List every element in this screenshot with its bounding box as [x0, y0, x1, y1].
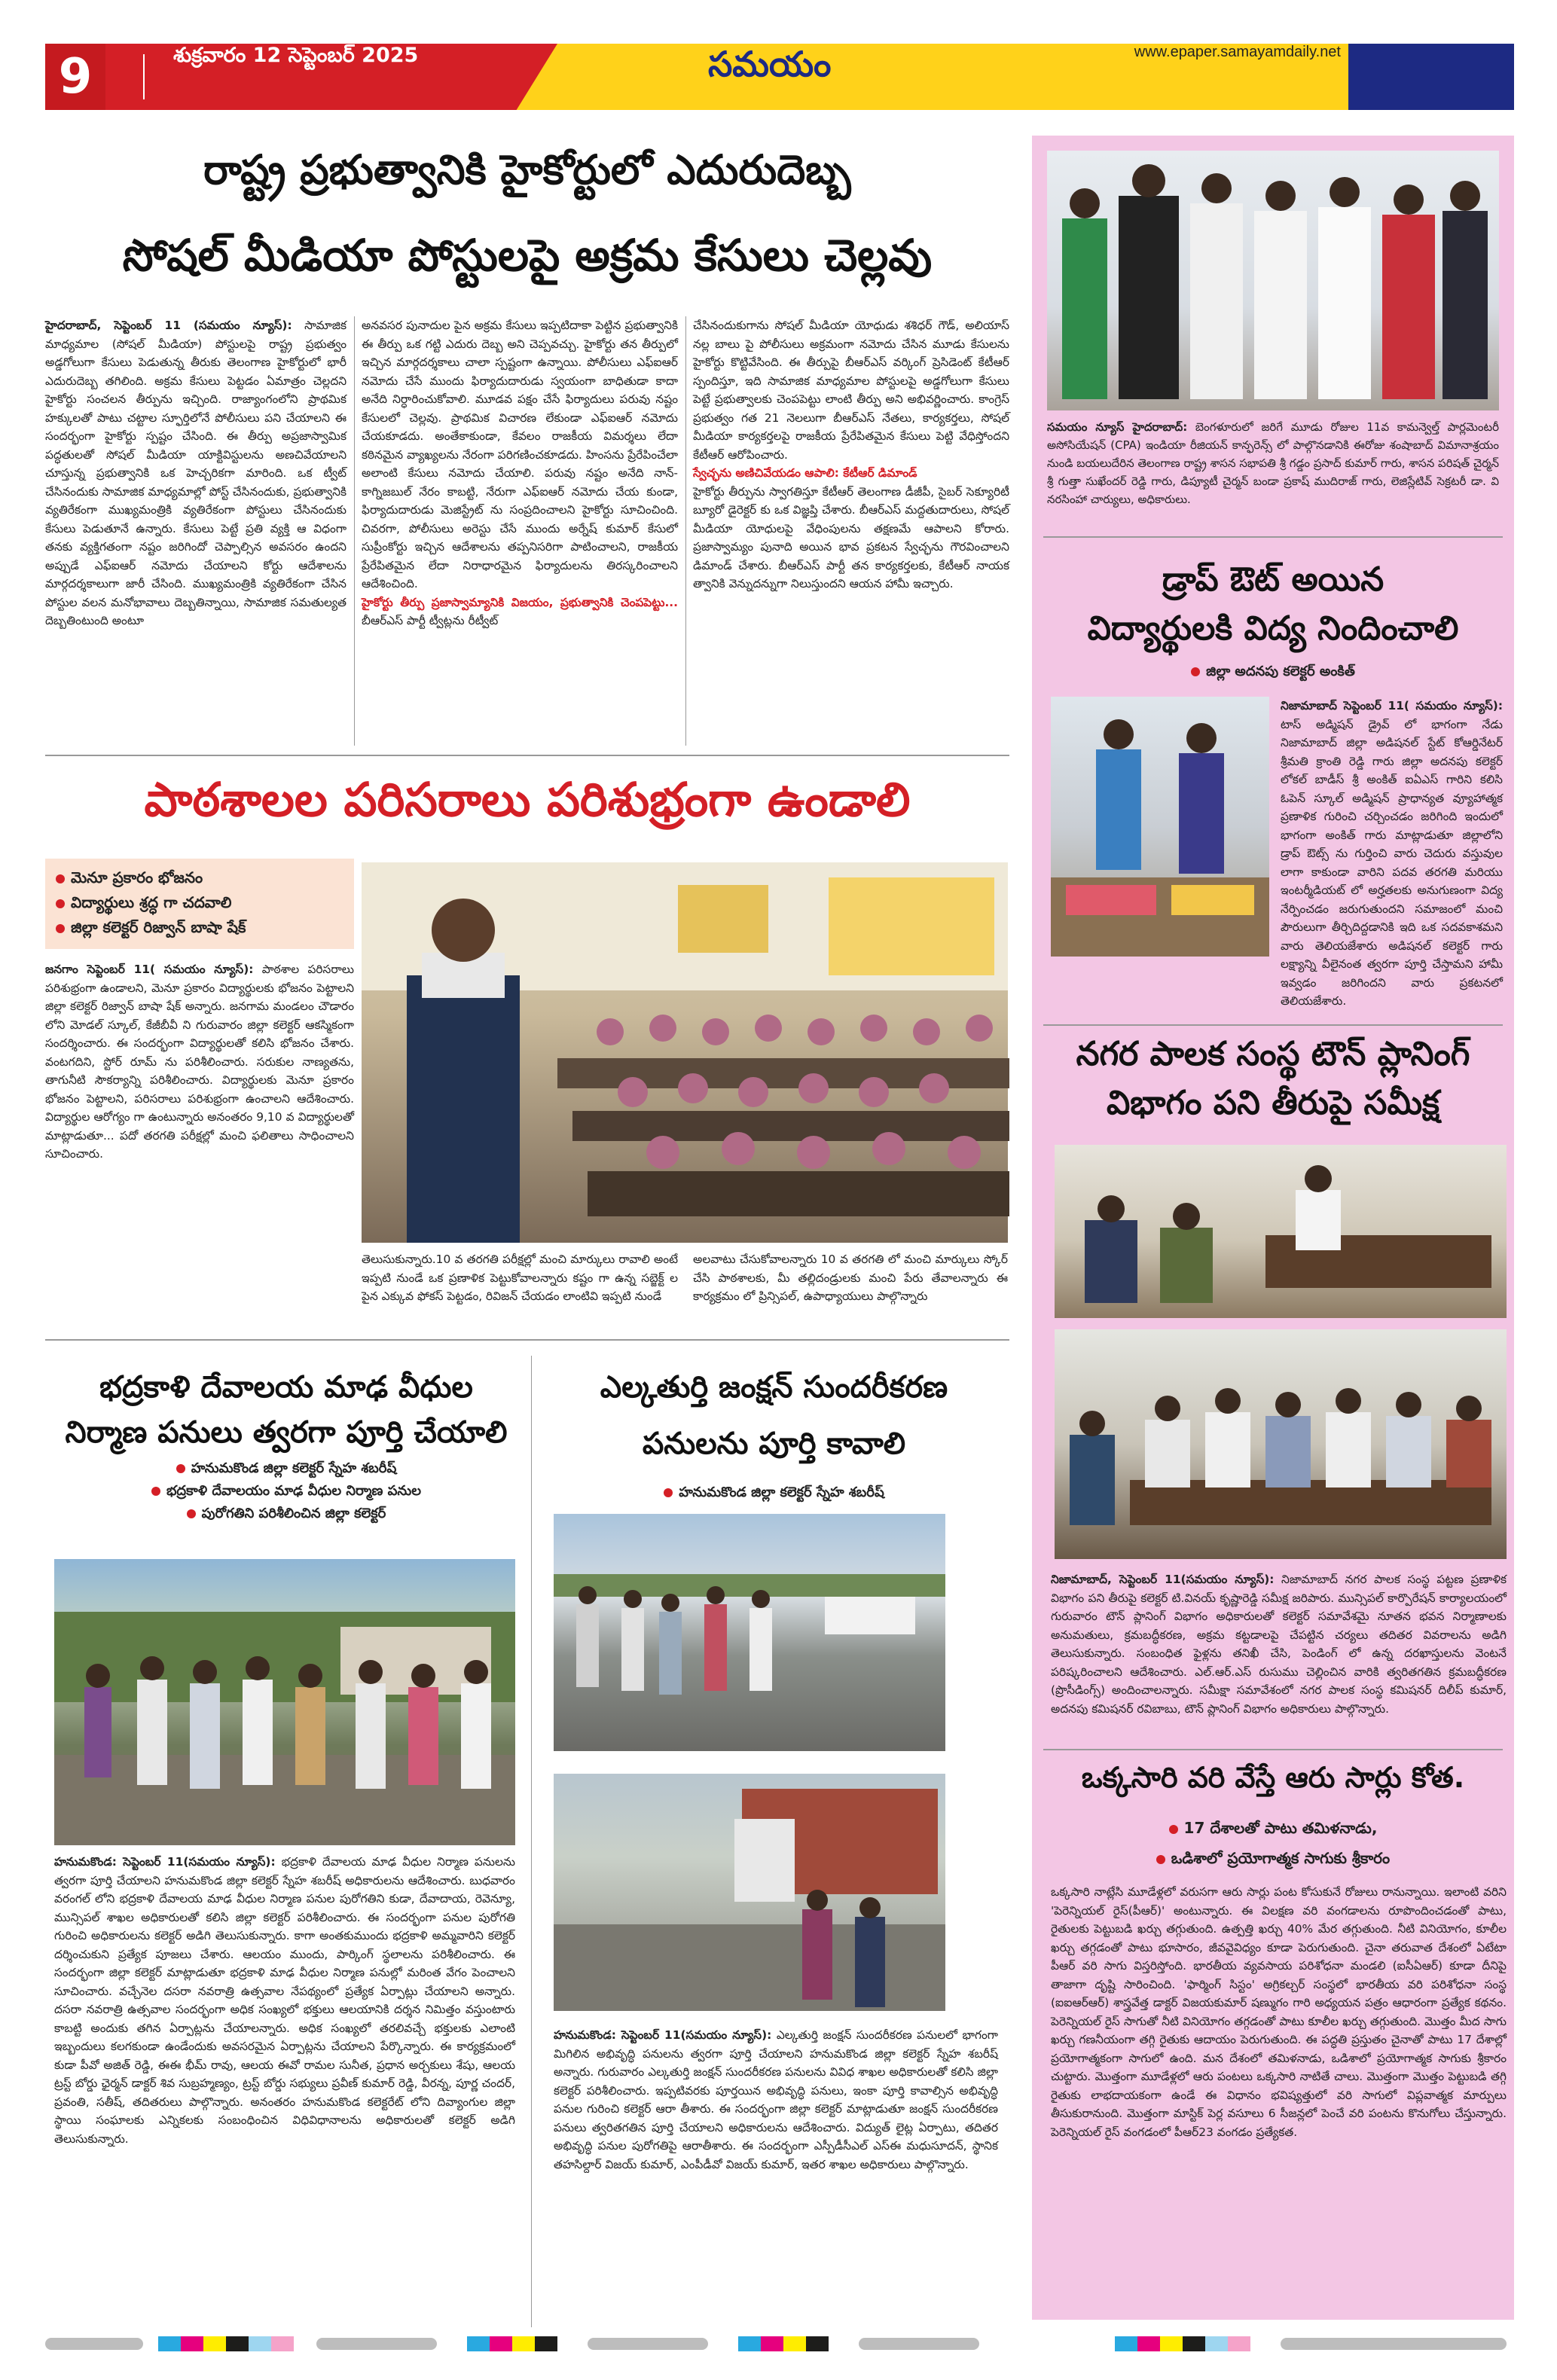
- rice-body: ఒక్కసారి నాట్లేసి మూడేళ్లలో వరుసగా ఆరు సార్లు పంట కోసుకునే రోజులు రానున్నాయి. ఇలాంటి వరిని 'పెరెన్నియల్ రైస్(పీఆర్)' అంటున్నారు. ఈ విలక్షణ వరి వంగడాలను రూపొందించడంతో పాటు, రైతులకు పెట్టుబడి ఖర్చు తగ్గుతుంది. ఉత్పత్తి ఖర్చు 40% మేర తగ్గుతుంది. నీటి వినియోగం, కూలీల ఖర్చు తగ్గడంతో పాటు భూసారం, జీవవైవిధ్యం కూడా పెరుగుతుంది. చైనా తరువాత దేశంలో ఏటేటా పీఆర్ వరి సాగు విస్తరిస్తోంది. భారతీయ వ్యవసాయ పరిశోధనా మండలి (ఐసీఏఆర్) కూడా దీనిపై తాజాగా దృష్టి సారించింది. 'ఫార్మింగ్ సిస్టం' అగ్రికల్చర్ సంస్థలో భారతీయ వరి పరిశోధనా సంస్థ (ఐఐఆర్ఆర్) శాస్త్రవేత్త డాక్టర్ విజయకుమార్ షణ్ముగం గారి అధ్యయన పత్రం ఆధారంగా ప్రత్యేక కథనం. పెరెన్నియల్ రైస్ సాగుతో నీటి వినియోగం తగ్గడంతో పాటు కూలీల ఖర్చు తగ్గుతుంది. మొత్తం మీద సాగు ఖర్చు గణనీయంగా తగ్గి రైతుకు ఆదాయం పెరుగుతుంది. ఈ పద్ధతి ప్రస్తుతం చైనాతో పాటు 17 దేశాల్లో ప్రయోగాత్మకంగా సాగులో ఉంది. మన దేశంలో తమిళనాడు, ఒడిశాలో ప్రయోగాత్మక సాగుకు శ్రీకారం చుట్టారు. మొత్తంగా మూడేళ్లలో ఆరు పంటలు ఒక్కసారి నాటితే చాలు. మొత్తంగా మొత్తం పెట్టుబడి తగ్గి రైతుకు లాభదాయకంగా ఉండే ఈ విధానం భవిష్యత్తులో వరి సాగులో విప్లవాత్మక మార్పులు తీసుకురానుంది. మొత్తంగా మాస్టిక్ పెర్ల వసూలు 6 సీజన్లలో పెంచే వరి పంటను కొనుగోలు చేస్తున్నారు. పెరెన్నియల్ రైస్ వంగడంలో పీఆర్23 వంగడం ప్రత్యేకత.: [1051, 1885, 1507, 2139]
- dropout-sub: జిల్లా అదనపు కలెక్టర్ అంకిత్: [1206, 664, 1355, 679]
- newspaper-logo: సమయం: [708, 44, 832, 84]
- rice-headline: ఒక్కసారి వరి వేస్తే ఆరు సార్లు కోత.: [1081, 1761, 1465, 1794]
- story2-headline: పాఠశాలల పరిసరాలు పరిశుభ్రంగా ఉండాలి: [144, 772, 911, 827]
- story2-sub3: జిల్లా కలెక్టర్ రిజ్వాన్ బాషా షేక్: [71, 918, 246, 936]
- townplanning-text: నిజామాబాద్ నగర పాలక సంస్థ పట్టణ ప్రణాళిక విభాగం పని తీరుపై కలెక్టర్ టి.వినయ్ కృష్ణారెడ్డి సమీక్ష జరిపారు. మున్సిపల్ కార్పొరేషన్ కార్యాలయంలో గురువారం టౌన్ ప్లానింగ్ విభాగం అధికారులతో కలెక్టర్ సమావేశమై నూతన భవన నిర్మాణాలకు అనుమతులు, క్రమబద్ధీకరణ, అక్రమ కట్టడాలపై చేపట్టిన చర్యలు తదితర వివరాలను అడిగి తెలుసుకున్నారు. సంబంధిత ఫైళ్లను తనిఖీ చేసి, పెండింగ్ లో ఉన్న దరఖాస్తులను వెంటనే పరిష్కరించాలని ఆదేశించారు. ఎల్.ఆర్.ఎస్ రుసుము చెల్లించిన వారికి త్వరితగతిన క్రమబద్ధీకరణ (ప్రొసీడింగ్స్) అందించాలన్నారు. సమీక్షా సమావేశంలో నగర పాలక సంస్థ కమిషనర్ దిలీప్ కుమార్, అదనపు కమిషనర్ రవిబాబు, టౌన్ ప్లానింగ్ విభాగం అధికారులు పాల్గొన్నారు.: [1051, 1573, 1507, 1716]
- story2-sub1: మెనూ ప్రకారం భోజనం: [71, 868, 203, 886]
- classroom-illustration: [362, 862, 1008, 1243]
- story1-col3b-text: హైకోర్టు తీర్పును స్వాగతిస్తూ కేటీఆర్ తెలంగాణ డీజీపీ, సైబర్ సెక్యూరిటీ బ్యూరో డైరెక్టర్ కు ఒక విజ్ఞప్తి చేశారు. బీఆర్ఎస్ మద్దతుదారులు, సోషల్ మీడియా యోధులపై వేధింపులను తక్షణమే ఆపాలని కోరారు. ప్రజాస్వామ్యం పునాది అయిన భావ ప్రకటన స్వేచ్ఛను గౌరవించాలని డిమాండ్ చేశారు. బీఆర్ఎస్ పార్టీ తన కార్యకర్తలకు, కేటీఆర్ నాయక త్వానికి వెన్నుదన్నుగా నిలుస్తుందని ఆయన హామీ ఇచ్చారు.: [693, 484, 1009, 590]
- story4-headline2: పనులను పూర్తి కావాలి: [642, 1426, 906, 1461]
- cpa-delegation-photo: [1047, 151, 1499, 410]
- story1-col3-text: చేసినందుకుగాను సోషల్ మీడియా యోధుడు శశిధర్ గౌడ్, అలియాస్ నల్ల బాలు పై పోలీసులు అక్రమంగా నమోదు చేసిన మూడు కేసులను హైకోర్టు కొట్టివేసింది. ఈ తీర్పుపై బీఆర్ఎస్ వర్కింగ్ ప్రెసిడెంట్ కేటీఆర్ స్పందిస్తూ, ఇది సామాజిక మాధ్యమాల పోస్టులపై అడ్డగోలుగా కేసులు పెట్టే ప్రభుత్వాలకు చెంపపెట్టు లాంటి తీర్పు అని అభివర్ణించారు. కాంగ్రెస్ ప్రభుత్వం గత 21 నెలలుగా బీఆర్ఎస్ నేతలు, కార్యకర్తలు, సోషల్ మీడియా కార్యకర్తలపై రాజకీయ ప్రేరేపితమైన కేసులు పెట్టి వేధిస్తోందని కేటీఆర్ ఆరోపించారు.: [693, 319, 1009, 462]
- story3-sub3: పురోగతిని పరిశీలించిన జిల్లా కలెక్టర్: [201, 1506, 386, 1521]
- story4-sub1: హనుమకొండ జిల్లా కలెక్టర్ స్నేహ శబరీష్: [679, 1484, 884, 1500]
- section-rule: [1043, 536, 1503, 538]
- section-rule: [1043, 1749, 1503, 1750]
- dropout-headline1: డ్రాప్ ఔట్ అయిన: [1162, 560, 1385, 599]
- townplanning-headline2: విభాగం పని తీరుపై సమీక్ష: [1107, 1084, 1439, 1122]
- rice-highlight-1: [1040, 1815, 1507, 1841]
- masthead: [45, 44, 1514, 110]
- page-number: 9: [45, 44, 105, 110]
- dropout-meeting-photo: [1051, 697, 1269, 957]
- story2-col1: [45, 960, 354, 1329]
- cpa-caption-lead: సమయం న్యూస్ హైదరాబాద్:: [1047, 420, 1188, 434]
- bullet-icon: [1156, 1855, 1165, 1864]
- bullet-icon: [56, 874, 65, 883]
- story2-col1-text: పాఠశాల పరిసరాలు పరిశుభ్రంగా ఉండాలని, మెనూ ప్రకారం విద్యార్థులకు భోజనం పెట్టాలని జిల్లా కలెక్టర్ రిజ్వాన్ బాషా షేక్ అన్నారు. జనగామ మండలం చౌడారం లోని మోడల్ స్కూల్, కేజీబీవీ ని గురువారం జిల్లా కలెక్టర్ ఆకస్మికంగా సందర్శించారు. ఈ సందర్భంగా విద్యార్థులతో కలిసి భోజనం చేశారు. వంటగదిని, స్టోర్ రూమ్ ను పరిశీలించారు. సరుకుల నాణ్యతను, తాగునీటి సౌకర్యాన్ని పరిశీలించారు. విద్యార్థులకు మెనూ ప్రకారం భోజనం పెట్టాలని, పరిసరాలు పరిశుభ్రంగా ఉంచాలని ఆదేశించారు. విద్యార్థుల ఆరోగ్యం గా ఉంటున్నారు అనంతరం 9,10 వ విద్యార్థులతో మాట్లాడుతూ... పదో తరగతి పరీక్షల్లో మంచి ఫలితాలు సాధించాలని సూచించారు.: [45, 963, 354, 1161]
- dropout-highlight: [1040, 659, 1507, 685]
- bullet-icon: [151, 1487, 160, 1496]
- story1-headline2: సోషల్ మీడియా పోస్టులపై అక్రమ కేసులు చెల్లవు: [122, 230, 933, 281]
- issue-date: శుక్రవారం 12 సెప్టెంబర్ 2025: [173, 44, 419, 67]
- townplanning-dateline: నిజామాబాద్, సెప్టెంబర్ 11(సమయం న్యూస్):: [1051, 1573, 1275, 1586]
- story3-headline1: భద్రకాళి దేవాలయ మాఢ వీధుల: [99, 1370, 473, 1405]
- townplanning-headline1: నగర పాలక సంస్థ టౌన్ ప్లానింగ్: [1076, 1035, 1470, 1073]
- section-rule: [45, 755, 1009, 756]
- office-illustration: [1055, 1145, 1507, 1318]
- story2-highlight-2: [56, 890, 343, 914]
- story4-body-text: ఎల్కతుర్తి జంక్షన్ సుందరీకరణ పనులలో భాగంగా మిగిలిన అభివృద్ధి పనులను త్వరగా పూర్తి చేయాలని హనుమకొండ జిల్లా కలెక్టర్ స్నేహ శబరీష్ అన్నారు. గురువారం ఎల్కతుర్తి జంక్షన్ సుందరీకరణ పనులను వివిధ శాఖల అధికారులతో కలిసి జిల్లా కలెక్టర్ పరిశీలించారు. ఇప్పటివరకు పూర్తయిన అభివృద్ధి పనులు, ఇంకా పూర్తి కావాల్సిన అభివృద్ధి పనుల గురించి కలెక్టర్ ఆరా తీశారు. ఈ సందర్భంగా జిల్లా కలెక్టర్ మాట్లాడుతూ జంక్షన్ సుందరీకరణ పనులు త్వరితగతిన పూర్తి చేయాలని అధికారులను ఆదేశించారు. విద్యుత్ లైట్ల ఏర్పాటు, తదితర అభివృద్ధి పనుల పురోగతిపై ఆరాతీశారు. ఈ సందర్భంగా ఎస్పీడీసీఎల్ ఎస్ఈ మధుసూదన్, స్థానిక తహసిల్దార్ విజయ్ కుమార్, ఎంపీడీవో విజయ్ కుమార్, ఇతర శాఖల అధికారులు పాల్గొన్నారు.: [554, 2028, 998, 2171]
- dropout-headline2: విద్యార్థులకి విద్య నిందించాలి: [1087, 609, 1459, 648]
- bullet-icon: [187, 1509, 196, 1518]
- bullet-icon: [664, 1488, 673, 1497]
- section-rule: [45, 1339, 1009, 1341]
- masthead-navy-band: [1348, 44, 1514, 110]
- story3-highlight-1: [45, 1457, 527, 1480]
- townplanning-body: [1051, 1570, 1507, 1744]
- story3-sub2: భద్రకాళి దేవాలయం మాఢ వీధుల నిర్మాణ పనుల: [166, 1483, 422, 1499]
- print-color-bar: [45, 2335, 1514, 2353]
- cpa-caption: [1047, 418, 1499, 531]
- classroom-photo: [362, 862, 1008, 1243]
- story1-col2: [362, 316, 678, 746]
- junction-illustration-2: [554, 1774, 945, 2011]
- story3-highlights: [45, 1457, 527, 1525]
- townplanning-office-photo: [1055, 1145, 1507, 1318]
- story4-body: [554, 2026, 998, 2320]
- story3-body: [54, 1853, 515, 2320]
- temple-road-inspection-photo: [54, 1559, 515, 1845]
- bullet-icon: [176, 1464, 185, 1473]
- epaper-url[interactable]: www.epaper.samayamdaily.net: [1134, 44, 1341, 60]
- cpa-caption-text: బెంగళూరులో జరిగే మూడు రోజుల 11వ కామన్వెల్త్ పార్లమెంటరీ అసోసియేషన్ (CPA) ఇండియా రీజియన్ కాన్ఫరెన్స్ లో పాల్గొనడానికి ఈరోజు శంషాబాద్ విమానాశ్రయం నుండి బయలుదేరిన తెలంగాణ రాష్ట్ర శాసన సభాపతి శ్రీ గడ్డం ప్రసాద్ కుమార్ గారు, శాసన పరిషత్ చైర్మన్ శ్రీ గుత్తా సుఖేందర్ రెడ్డి గారు, డిప్యూటీ చైర్మన్ బండా ప్రకాష్ ముదిరాజ్ గారు, లెజిస్లేటివ్ సెక్రటరీ డా. వి నరసింహా చార్యులు, అధికారులు.: [1047, 420, 1499, 506]
- rice-sub2: ఒడిశాలో ప్రయోగాత్మక సాగుకు శ్రీకారం: [1171, 1849, 1391, 1867]
- col-divider: [354, 316, 355, 746]
- col-divider: [531, 1356, 532, 2327]
- story1-col1: [45, 316, 347, 746]
- dropout-text: టాస్ అడ్మిషన్ డ్రైవ్ లో భాగంగా నేడు నిజామాబాద్ జిల్లా అడిషనల్ స్టేట్ కోఆర్డినేటర్ శ్రీమతి క్రాంతి రెడ్డి గారు జిల్లా అదనపు కలెక్టర్ లోకల్ బాడీస్ శ్రీ అంకిత్ ఐఏఎస్ గారిని కలిసి ఓపెన్ స్కూల్ అడ్మిషన్ ప్రాధాన్యత వ్యూహాత్మక ప్రణాళిక గురించి చర్చించడం జరిగింది ఇందులో భాగంగా అంకిత్ గారు మాట్లాడుతూ జిల్లాలోని డ్రాప్ ఔట్స్ ను గుర్తించి వారు చెదురు వస్తువుల లాగా కాకుండా వారిని పదవ తరగతి మరియు ఇంటర్మీడియట్ లో అర్హతలకు అనుగుణంగా విద్య నేర్పించడం జరుగుతుందని సమాజంలో మంచి పౌరులుగా తీర్చిదిద్దడానికి ఇది ఒక సదవకాశమని వారు తెలియజేశారు అడిషనల్ కలెక్టర్ గారు లక్ష్యాన్ని వీలైనంత త్వరగా పూర్తి చేస్తామని హామీ ఇవ్వడం జరిగిందని వారు ప్రకటనలో తెలియజేశారు.: [1281, 717, 1503, 1008]
- story1-col1-text: సామాజిక మాధ్యమాల (సోషల్ మీడియా) పోస్టులపై రాష్ట్ర ప్రభుత్వం అడ్డగోలుగా కేసులు పెడుతున్న తీరుకు తెలంగాణ హైకోర్టులో భారీ ఎదురుదెబ్బ తగిలింది. అక్రమ కేసులు పెట్టడం ఏమాత్రం చెల్లదని హైకోర్టు సంచలన తీర్పును ఇచ్చింది. రాజ్యాంగంలోని ప్రాథమిక హక్కులతో పాటు చట్టాల స్ఫూర్తిలోనే పోలీసులు పని చేయాలని ఈ సందర్భంగా హైకోర్టు స్పష్టం చేసింది. ఈ తీర్పు అప్రజాస్వామిక పద్ధతులతో సోషల్ మీడియా యాక్టివిస్టులను అణచివేయాలని చూస్తున్న ప్రభుత్వానికి ఒక హెచ్చరికగా మారింది. ఒక ట్వీట్ చేసినందుకు సామాజిక మాధ్యమాల్లో పోస్ట్ చేసినందుకు, ప్రభుత్వానికి వ్యతిరేకంగా ముఖ్యమంత్రికి వ్యతిరేకంగా పోస్టులు చేసినందుకు కేసులు పెడుతూనే ఉన్నారు. కేసులు పెట్టే ప్రతి వ్యక్తి ఆ విధంగా తనకు వ్యక్తిగతంగా నష్టం జరిగిందో చెప్పాల్సిన అవసరం ఉందని అప్పుడే ఎఫ్ఐఆర్ నమోదు చేయాలని కోర్టు ఆదేశాలను మార్గదర్శకాలుగా జారీ చేసింది. ముఖ్యమంత్రికి వ్యతిరేకంగా చేసిన పోస్టుల వలన మనోభావాలు దెబ్బతిన్నాయి, సామాజిక సమతుల్యత దెబ్బతింటుంది అంటూ: [45, 319, 347, 627]
- dropout-dateline: నిజామాబాద్ సెప్టెంబర్ 11( సమయం న్యూస్):: [1281, 699, 1503, 712]
- delegation-illustration: [1047, 151, 1499, 410]
- dropout-col1: [1281, 697, 1503, 1008]
- junction-inspection-photo-1: [554, 1514, 945, 1751]
- story1-col2-subhead: హైకోర్టు తీర్పు ప్రజాస్వామ్యానికి విజయం, ప్రభుత్వానికి చెంపపెట్టు...: [362, 595, 678, 609]
- inspection-illustration: [54, 1559, 515, 1845]
- bullet-icon: [1169, 1825, 1178, 1834]
- junction-illustration-1: [554, 1514, 945, 1751]
- story1-col3: [693, 316, 1009, 746]
- junction-inspection-photo-2: [554, 1774, 945, 2011]
- masthead-divider: [143, 54, 145, 99]
- story3-headline2: నిర్మాణ పనులు త్వరగా పూర్తి చేయాలి: [65, 1415, 508, 1450]
- rice-highlight-2: [1040, 1845, 1507, 1871]
- story4-dateline: హనుమకొండ: సెప్టెంబర్ 11(సమయం న్యూస్):: [554, 2028, 772, 2042]
- bullet-icon: [1191, 667, 1200, 676]
- story1-headline1: రాష్ట్ర ప్రభుత్వానికి హైకోర్టులో ఎదురుదెబ్బ: [203, 146, 851, 194]
- townplanning-meeting-photo: [1055, 1329, 1507, 1559]
- story2-highlights: [45, 859, 354, 949]
- story3-highlight-2: [45, 1480, 527, 1503]
- color-registration-marks: [45, 2335, 1514, 2353]
- story1-dateline: హైదరాబాద్, సెప్టెంబర్ 11 (సమయం న్యూస్):: [45, 319, 292, 332]
- story4-headline1: ఎల్కతుర్తి జంక్షన్ సుందరీకరణ: [600, 1370, 948, 1405]
- story3-highlight-3: [45, 1503, 527, 1525]
- bullet-icon: [56, 924, 65, 933]
- story3-sub1: హనుమకొండ జిల్లా కలెక్టర్ స్నేహ శబరీష్: [191, 1460, 397, 1476]
- story3-body-text: భద్రకాళి దేవాలయ మాఢ వీధుల నిర్మాణ పనులను త్వరగా పూర్తి చేయాలని హనుమకొండ జిల్లా కలెక్టర్ స్నేహ శబరీష్ అధికారులను ఆదేశించారు. బుధవారం వరంగల్ లోని భద్రకాళి దేవాలయ మాఢ వీధుల నిర్మాణ పనుల పురోగతిని కుడా, దేవాదాయ, రెవెన్యూ, మున్సిపల్ శాఖల అధికారులతో కలిసి జిల్లా కలెక్టర్ పరిశీలించారు. ఈ సందర్భంగా పనుల పురోగతి గురించి అధికారులను కలెక్టర్ అడిగి తెలుసుకున్నారు. కాగా అంతకుముందు భద్రకాళి అమ్మవారిని కలెక్టర్ దర్శించుకుని ప్రత్యేక పూజలు చేశారు. ఆలయం ముందు, పార్కింగ్ స్థలాలను పరిశీలించారు. ఈ సందర్భంగా జిల్లా కలెక్టర్ మాట్లాడుతూ భద్రకాళి మాఢ వీధుల నిర్మాణ పనుల్లో మరింత వేగం పెంచాలని సూచించారు. వచ్చేనెల దసరా నవరాత్రి ఉత్సవాల నేపథ్యంలో ప్రత్యేక ఏర్పాట్లు చేయాలని అన్నారు. దసరా నవరాత్రి ఉత్సవాల సందర్భంగా అధిక సంఖ్యలో భక్తులు ఆలయానికి దర్శన నిమిత్తం వస్తుంటారు కాబట్టి అందుకు తగిన ఏర్పాట్లను చేయాలన్నారు. అధిక సంఖ్యలో తరలివచ్చే భక్తులకు ఎలాంటి ఇబ్బందులు కలగకుండా ఉండేందుకు అవసరమైన ఏర్పాట్లను చేయాలని పేర్కొన్నారు. ఈ కార్యక్రమంలో కుడా పీవో అజిత్ రెడ్డి, ఈఈ భీమ్ రావు, ఆలయ ఈవో రామల సునీత, ప్రధాన అర్చకులు శేషు, ఆలయ ట్రస్ట్ బోర్డు ఛైర్మన్ డాక్టర్ శివ సుబ్రహ్మణ్యం, ట్రస్ట్ బోర్డు సభ్యులు ప్రవీణ్ కుమార్ రెడ్డి, వీరన్న, పూర్ణ చందర్, ప్రవంతి, సతీష్, తదితరులు పాల్గొన్నారు. అనంతరం హనుమకొండ కలెక్టరేట్ లోని దివ్యాంగుల జిల్లా స్థాయి సంఘాలకు ఎన్నికలకు సంబంధించిన విధివిధానాలను అధికారులతో కలెక్టర్ అడిగి తెలుసుకున్నారు.: [54, 1855, 515, 2146]
- story1-col2-text: అనవసర పునాదుల పైన అక్రమ కేసులు ఇప్పటిదాకా పెట్టిన ప్రభుత్వానికి ఈ తీర్పు ఒక గట్టి ఎదురు దెబ్బ అని చెప్పవచ్చు. హైకోర్టు తన తీర్పులో ఇచ్చిన మార్గదర్శకాలు చాలా స్పష్టంగా ఉన్నాయి. పోలీసులు ఎఫ్ఐఆర్ నమోదు చేసే ముందు ఫిర్యాదుదారుడు స్వయంగా బాధితుడా కాదా అనేది నిర్ధారించుకోవాలి. మూడవ పక్షం చేసే ఫిర్యాదులు పరువు నష్టం కేసులలో చెల్లవు. ప్రాథమిక విచారణ లేకుండా ఎఫ్ఐఆర్ నమోదు చేయకూడదు. అంతేకాకుండా, కేవలం రాజకీయ విమర్శలు లేదా కఠినమైన వ్యాఖ్యలను నేరంగా పరిగణించకూడదు. హింసను ప్రేరేపించేలా అలాంటి కేసులు నమోదు చేయాలి. పరువు నష్టం అనేది నాన్-కాగ్నిజబుల్ నేరం కాబట్టి, నేరుగా ఎఫ్ఐఆర్ నమోదు చేయ కుండా, ఫిర్యాదుదారుడు మెజిస్ట్రేట్ ను సంప్రదించాలని హైకోర్టు సూచించింది. చివరగా, పోలీసులు అరెస్టు చేసే ముందు అర్నేష్ కుమార్ కేసులో సుప్రీంకోర్టు ఇచ్చిన ఆదేశాలను తప్పనిసరిగా పాటించాలని, రాజకీయ ప్రేరేపితమైన లేదా నిరాధారమైన ఫిర్యాదులను తిరస్కరించాలని ఆదేశించింది.: [362, 319, 678, 590]
- col-divider: [685, 316, 686, 746]
- story2-highlight-1: [56, 865, 343, 890]
- bullet-icon: [56, 899, 65, 908]
- story1-col2-tail: బీఆర్ఎస్ పార్టీ ట్వీట్లను రీట్వీట్: [362, 614, 499, 627]
- story1-col3-subhead: స్వేచ్ఛను అణిచివేయడం ఆపాలి: కేటీఆర్ డిమాండ్: [693, 466, 917, 480]
- meeting-room-illustration: [1055, 1329, 1507, 1559]
- story2-highlight-3: [56, 914, 343, 940]
- story2-sub2: విద్యార్థులు శ్రద్ధ గా చదవాలి: [71, 893, 232, 911]
- story2-col2: తెలుసుకున్నారు.10 వ తరగతి పరీక్షల్లో మంచి మార్కులు రావాలి అంటే ఇప్పటి నుండే ఒక ప్రణాళిక పెట్టుకోవాలన్నారు కష్టం గా ఉన్న సబ్జెక్ట్ ల పైన ఎక్కువ ఫోకస్ పెట్టడం, రివిజన్ చేయడం లాంటివి ఇప్పటి నుండే: [362, 1253, 678, 1303]
- story2-col3: అలవాటు చేసుకోవాలన్నారు 10 వ తరగతి లో మంచి మార్కులు స్కోర్ చేసి పాఠశాలకు, మీ తల్లిదండ్రులకు మంచి పేరు తేవాలన్నారు ఈ కార్యక్రమం లో ప్రిన్సిపల్, ఉపాధ్యాయులు పాల్గొన్నారు: [693, 1253, 1008, 1303]
- story3-dateline: హనుమకొండ: సెప్టెంబర్ 11(సమయం న్యూస్):: [54, 1855, 276, 1869]
- meeting-illustration: [1051, 697, 1269, 957]
- rice-sub1: 17 దేశాలతో పాటు తమిళనాడు,: [1183, 1819, 1378, 1837]
- story4-highlight-1: [539, 1480, 1009, 1506]
- story2-dateline: జనగాం సెప్టెంబర్ 11( సమయం న్యూస్):: [45, 963, 254, 976]
- section-rule: [1043, 1024, 1503, 1026]
